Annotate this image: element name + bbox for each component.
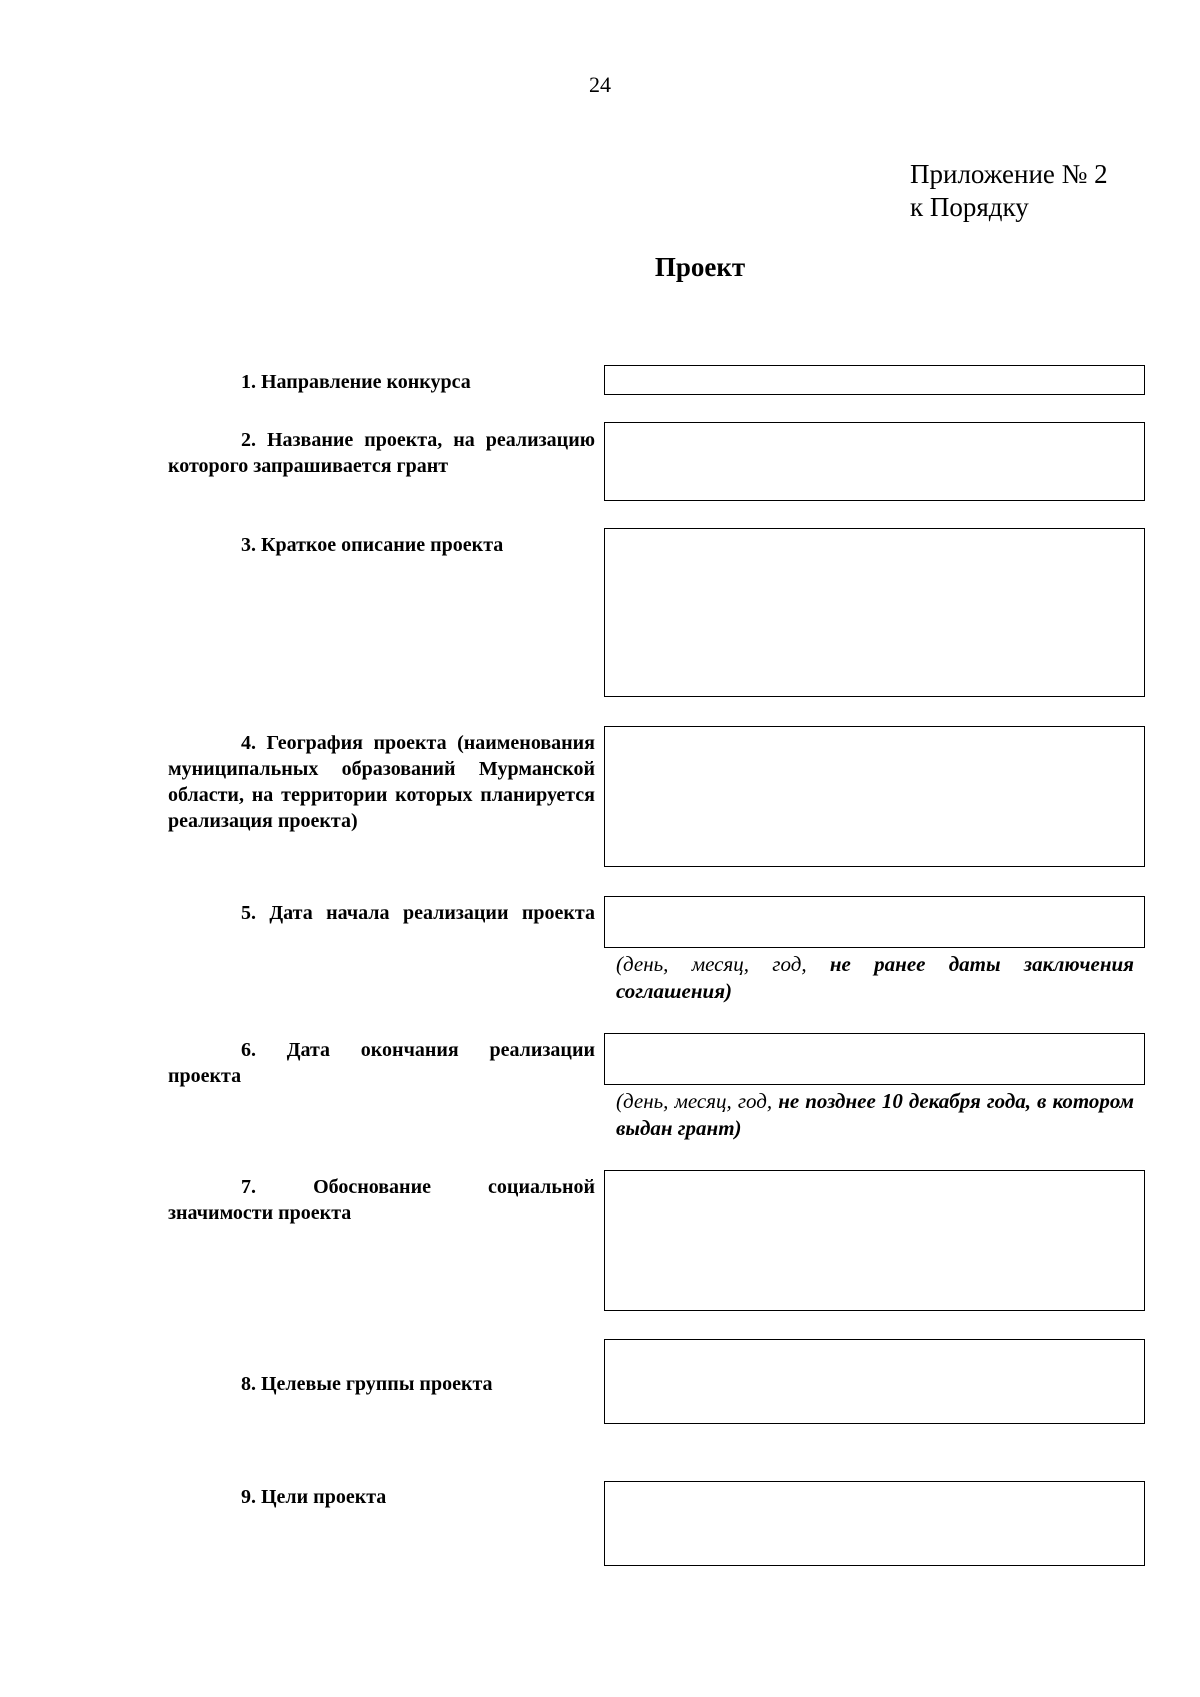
- field-input-end-date[interactable]: [604, 1033, 1145, 1085]
- field-label-start-date: 5. Дата начала реализации проекта: [241, 902, 595, 924]
- field-label-project-goals: 9. Цели проекта: [241, 1486, 387, 1508]
- field-input-project-goals[interactable]: [604, 1481, 1145, 1566]
- start-date-hint-plain: (день, месяц, год,: [616, 952, 830, 976]
- appendix-line-1: Приложение № 2: [910, 159, 1108, 189]
- start-date-hint: [616, 951, 1134, 1005]
- field-label-target-groups: 8. Целевые группы проекта: [241, 1373, 493, 1395]
- field-input-start-date[interactable]: [604, 896, 1145, 948]
- field-label-geography: 4. География проекта (наименования муниципальных образований Мурманской области, на территории которых планируется реализация проекта): [168, 732, 595, 832]
- start-date-hint-bold: не ранее даты заключения соглашения): [616, 952, 1134, 1003]
- field-input-short-description[interactable]: [604, 528, 1145, 697]
- document-title: Проект: [654, 252, 746, 282]
- field-label-end-date: 6. Дата окончания реализации проекта: [168, 1039, 595, 1087]
- field-input-target-groups[interactable]: [604, 1339, 1145, 1424]
- end-date-hint: [616, 1088, 1134, 1142]
- field-input-direction[interactable]: [604, 365, 1145, 395]
- field-label-short-description: 3. Краткое описание проекта: [241, 534, 504, 556]
- field-label-direction: 1. Направление конкурса: [241, 371, 471, 393]
- field-input-social-significance[interactable]: [604, 1170, 1145, 1311]
- appendix-line-2: к Порядку: [910, 192, 1029, 222]
- field-input-geography[interactable]: [604, 726, 1145, 867]
- appendix-heading: [910, 158, 1108, 224]
- page-number: 24: [589, 72, 611, 97]
- field-label-social-significance: 7. Обоснование социальной значимости проекта: [168, 1176, 595, 1224]
- field-label-project-name: 2. Название проекта, на реализацию которого запрашивается грант: [168, 429, 595, 477]
- end-date-hint-plain: (день, месяц, год,: [616, 1089, 779, 1113]
- end-date-hint-bold: не позднее 10 декабря года, в котором выдан грант): [616, 1089, 1134, 1140]
- field-input-project-name[interactable]: [604, 422, 1145, 501]
